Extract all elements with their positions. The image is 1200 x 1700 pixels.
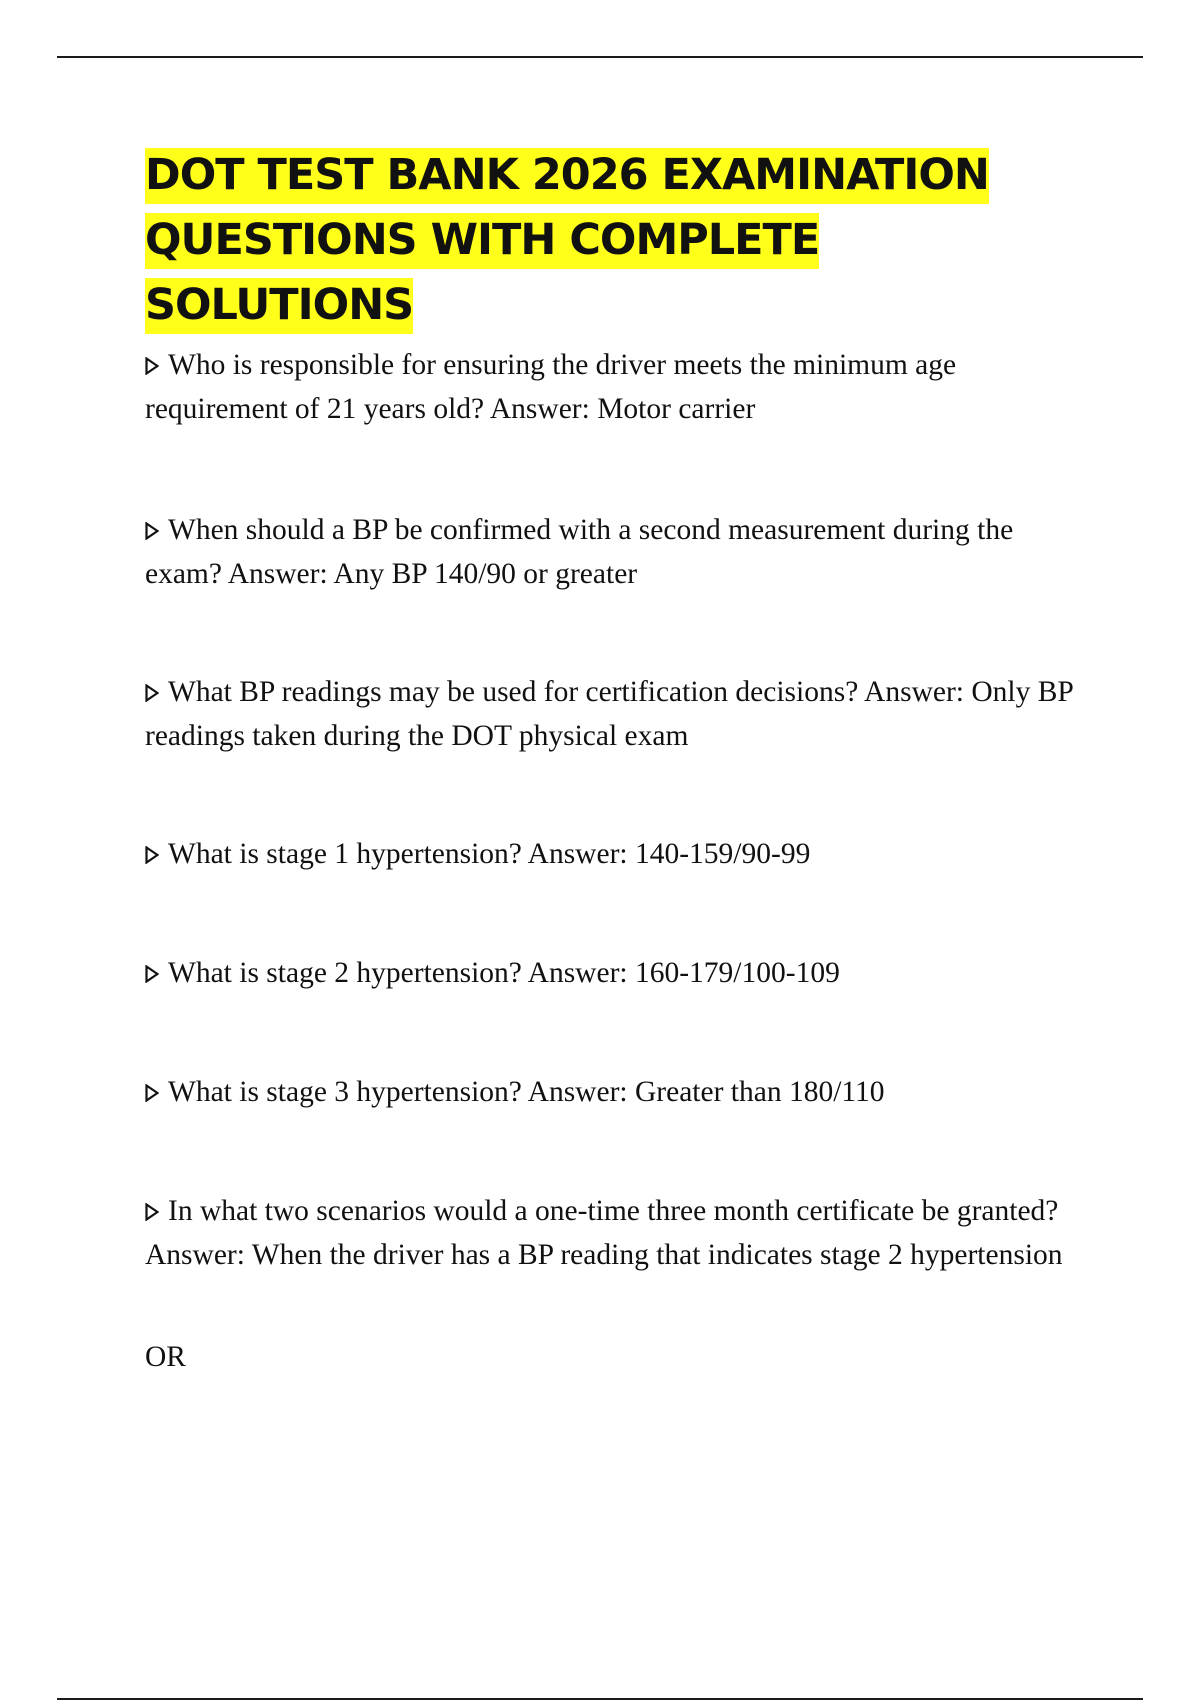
triangle-right-outline-icon <box>145 1084 159 1102</box>
qa-item <box>145 508 1075 596</box>
qa-item <box>145 670 1075 758</box>
triangle-right-outline-icon <box>145 965 159 983</box>
triangle-right-outline-icon <box>145 846 159 864</box>
document-title <box>145 143 1085 338</box>
qa-item <box>145 1189 1075 1277</box>
qa-item-text: What is stage 3 hypertension? Answer: Greater than 180/110 <box>168 1076 885 1108</box>
continuation-text: OR <box>145 1341 186 1373</box>
header-rule <box>57 56 1143 58</box>
triangle-right-outline-icon <box>145 684 159 702</box>
qa-item-text: What is stage 2 hypertension? Answer: 160-179/100-109 <box>168 957 840 989</box>
triangle-right-outline-icon <box>145 357 159 375</box>
qa-item <box>145 832 1075 876</box>
title-highlight: DOT TEST BANK 2026 EXAMINATION QUESTIONS WITH COMPLETE SOLUTIONS <box>145 148 989 334</box>
qa-item-text: In what two scenarios would a one-time three month certificate be granted? Answer: When the driver has a BP reading that indicates stage 2 hypertension <box>145 1195 1063 1271</box>
qa-item-text: What BP readings may be used for certification decisions? Answer: Only BP readings taken during the DOT physical exam <box>145 676 1073 752</box>
qa-item <box>145 343 1075 431</box>
qa-item <box>145 951 1075 995</box>
triangle-right-outline-icon <box>145 1203 159 1221</box>
qa-item <box>145 1070 1075 1114</box>
qa-item-text: When should a BP be confirmed with a second measurement during the exam? Answer: Any BP 140/90 or greater <box>145 514 1014 590</box>
qa-item-text: What is stage 1 hypertension? Answer: 140-159/90-99 <box>168 838 811 870</box>
triangle-right-outline-icon <box>145 522 159 540</box>
qa-item-text: Who is responsible for ensuring the driver meets the minimum age requirement of 21 years old? Answer: Motor carrier <box>145 349 957 425</box>
